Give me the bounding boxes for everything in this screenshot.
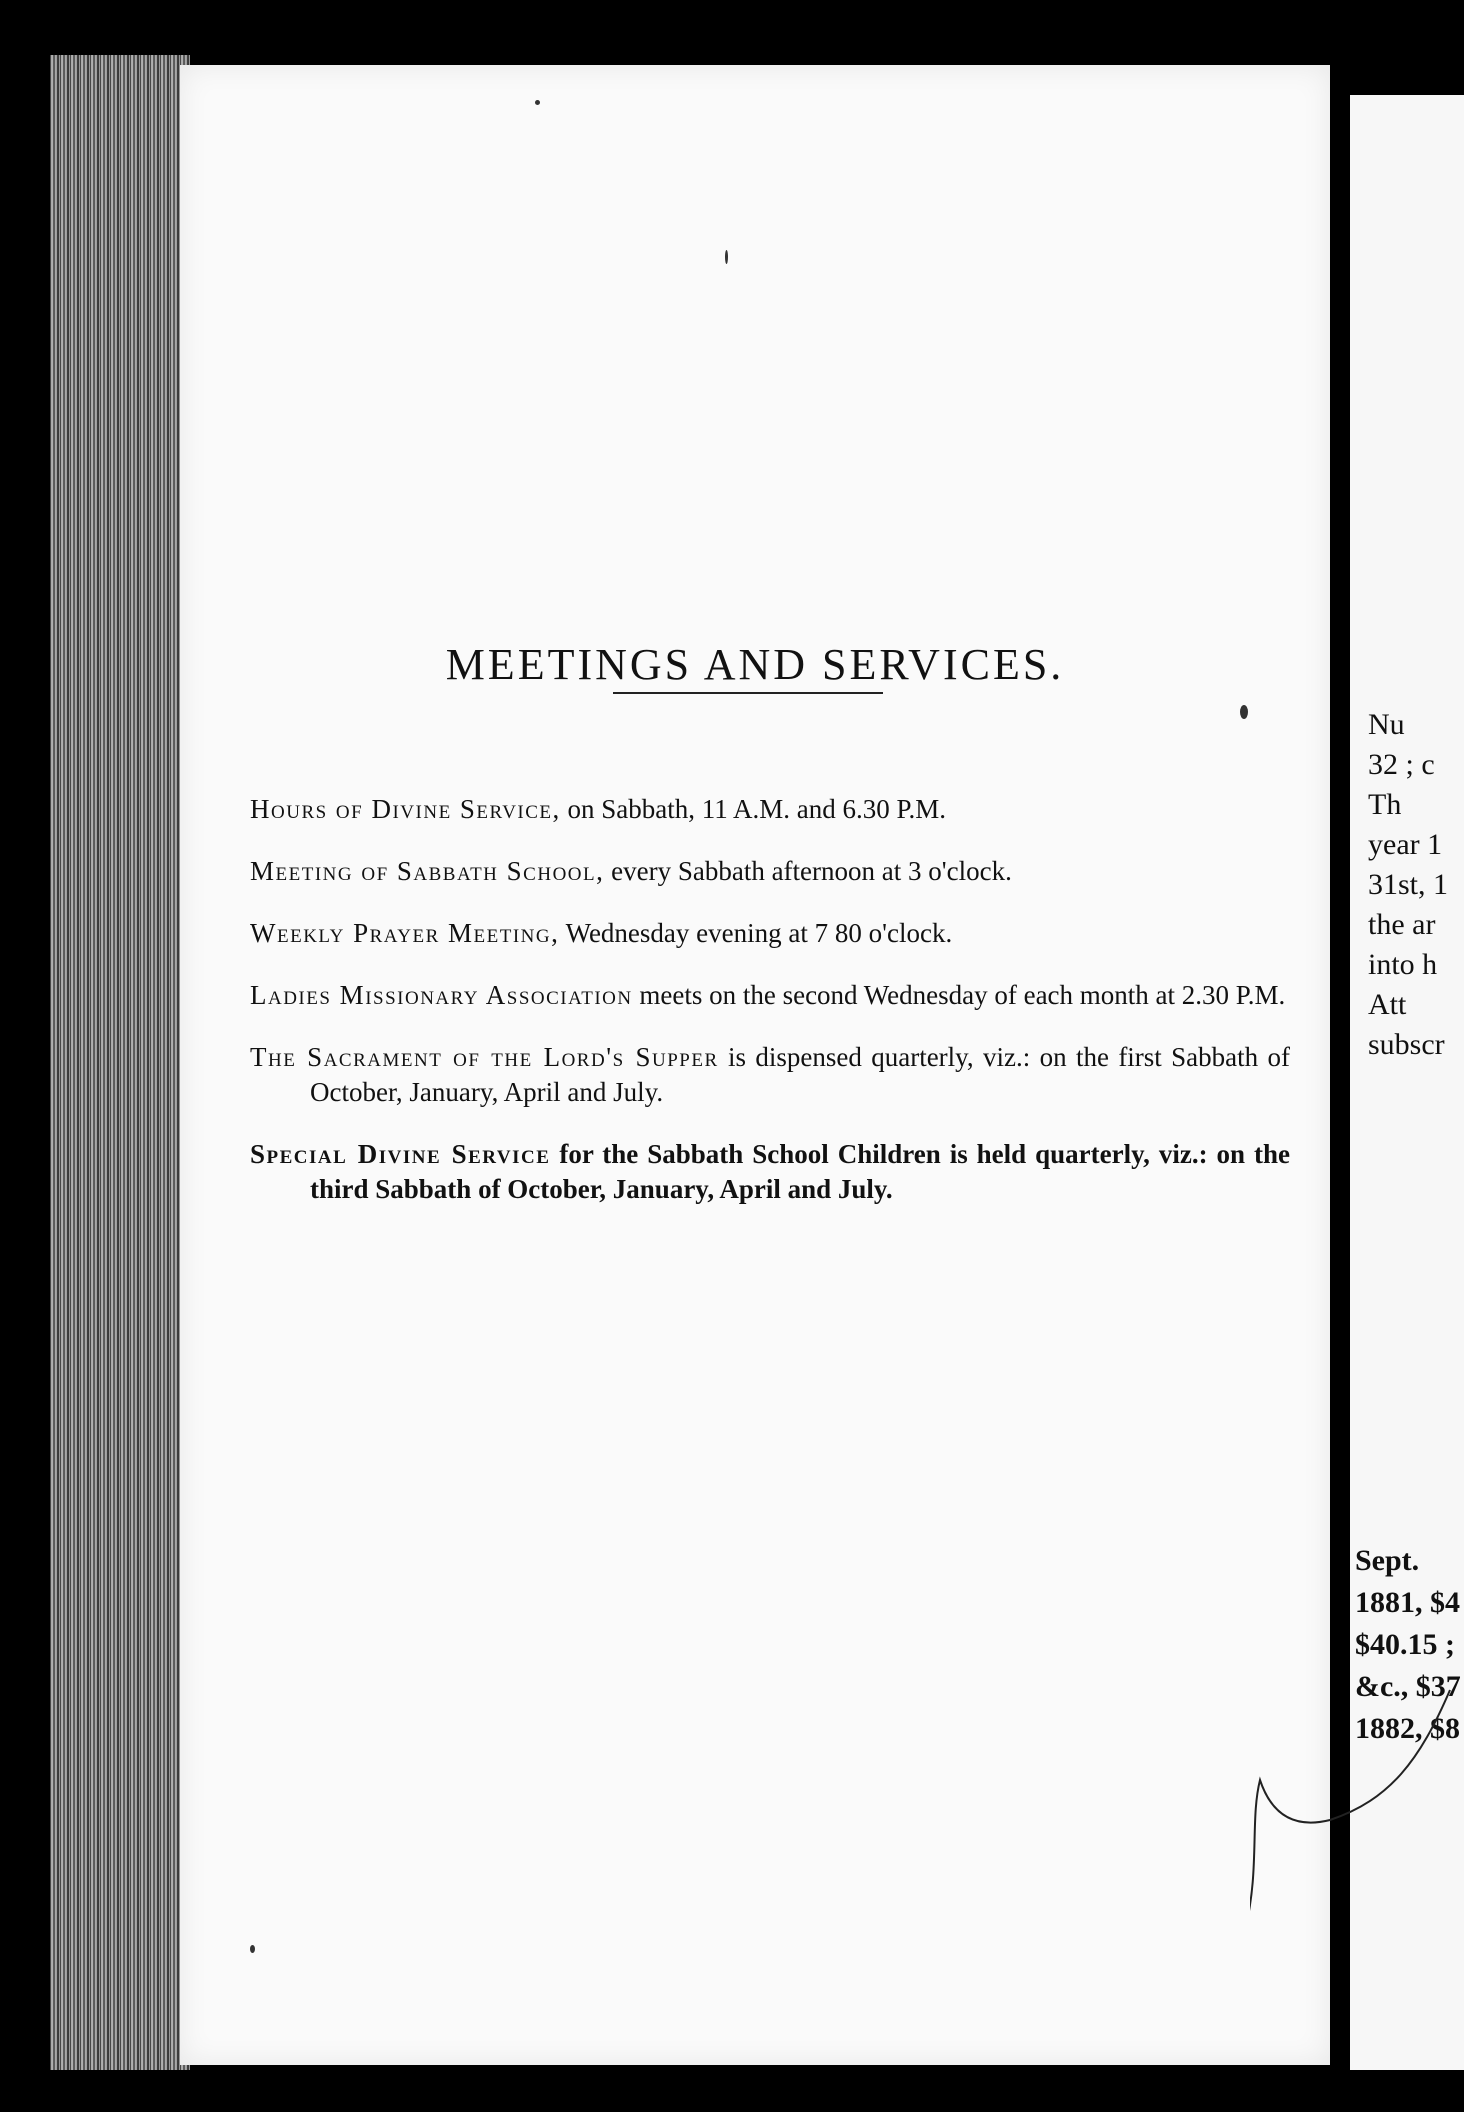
page-title: MEETINGS AND SERVICES.: [445, 640, 1065, 690]
entry-text: meets on the second Wednesday of each month at 2.30 P.M.: [632, 980, 1286, 1010]
right-line: Sept.: [1355, 1544, 1420, 1577]
left-page: [180, 65, 1330, 2065]
entry-label: Special Divine Service: [250, 1139, 551, 1169]
right-line: Att: [1368, 988, 1407, 1021]
entry-label: Ladies Missionary Association: [250, 980, 633, 1010]
right-line: 31st, 1: [1368, 868, 1449, 901]
right-line: 1881, $4: [1355, 1586, 1460, 1619]
entry-hours-of-divine-service: [250, 792, 1290, 827]
right-line: subscr: [1368, 1028, 1445, 1061]
entry-text: Wednesday evening at 7 80 o'clock.: [559, 918, 953, 948]
right-text-block-1: [1368, 705, 1448, 1065]
entry-label: Meeting of Sabbath School,: [250, 856, 605, 886]
entry-text: is dispensed quarterly, viz.: on the first Sabbath of October, January, April and July.: [310, 1042, 1290, 1107]
entry-text: on Sabbath, 11 A.M. and 6.30 P.M.: [560, 794, 947, 824]
entry-label: Hours of Divine Service,: [250, 794, 561, 824]
right-line: the ar: [1368, 908, 1436, 941]
entry-text: for the Sabbath School Children is held quarterly, viz.: on the third Sabbath of October, January, April and July.: [310, 1139, 1290, 1204]
scan-speck: [725, 250, 728, 264]
entry-label: Weekly Prayer Meeting,: [250, 918, 560, 948]
entry-lords-supper: [250, 1040, 1290, 1110]
title-divider: [613, 692, 883, 694]
entry-sabbath-school: [250, 854, 1290, 889]
right-line: Th: [1368, 788, 1402, 821]
right-line: 1882, $8: [1355, 1712, 1460, 1745]
entry-special-divine-service: [250, 1137, 1290, 1207]
entry-text: every Sabbath afternoon at 3 o'clock.: [604, 856, 1012, 886]
scan-speck: [535, 100, 540, 105]
scan-border-top: [0, 0, 1464, 60]
pen-scribble-mark: [1250, 1670, 1464, 2000]
right-line: 32 ; c: [1368, 748, 1435, 781]
right-line: &c., $37: [1355, 1670, 1461, 1703]
entries-list: [250, 765, 1440, 1231]
entry-prayer-meeting: [250, 916, 1290, 951]
right-line: Nu: [1368, 708, 1405, 741]
right-line: $40.15 ;: [1355, 1628, 1455, 1661]
scan-border-bottom: [0, 2070, 1464, 2112]
scan-speck: [1240, 705, 1248, 719]
right-line: year 1: [1368, 828, 1443, 861]
scan-speck: [250, 1945, 255, 1953]
book-page-edges: [50, 55, 190, 2085]
right-line: into h: [1368, 948, 1438, 981]
entry-label: The Sacrament of the Lord's Supper: [250, 1042, 719, 1072]
entry-ladies-missionary: [250, 978, 1290, 1013]
